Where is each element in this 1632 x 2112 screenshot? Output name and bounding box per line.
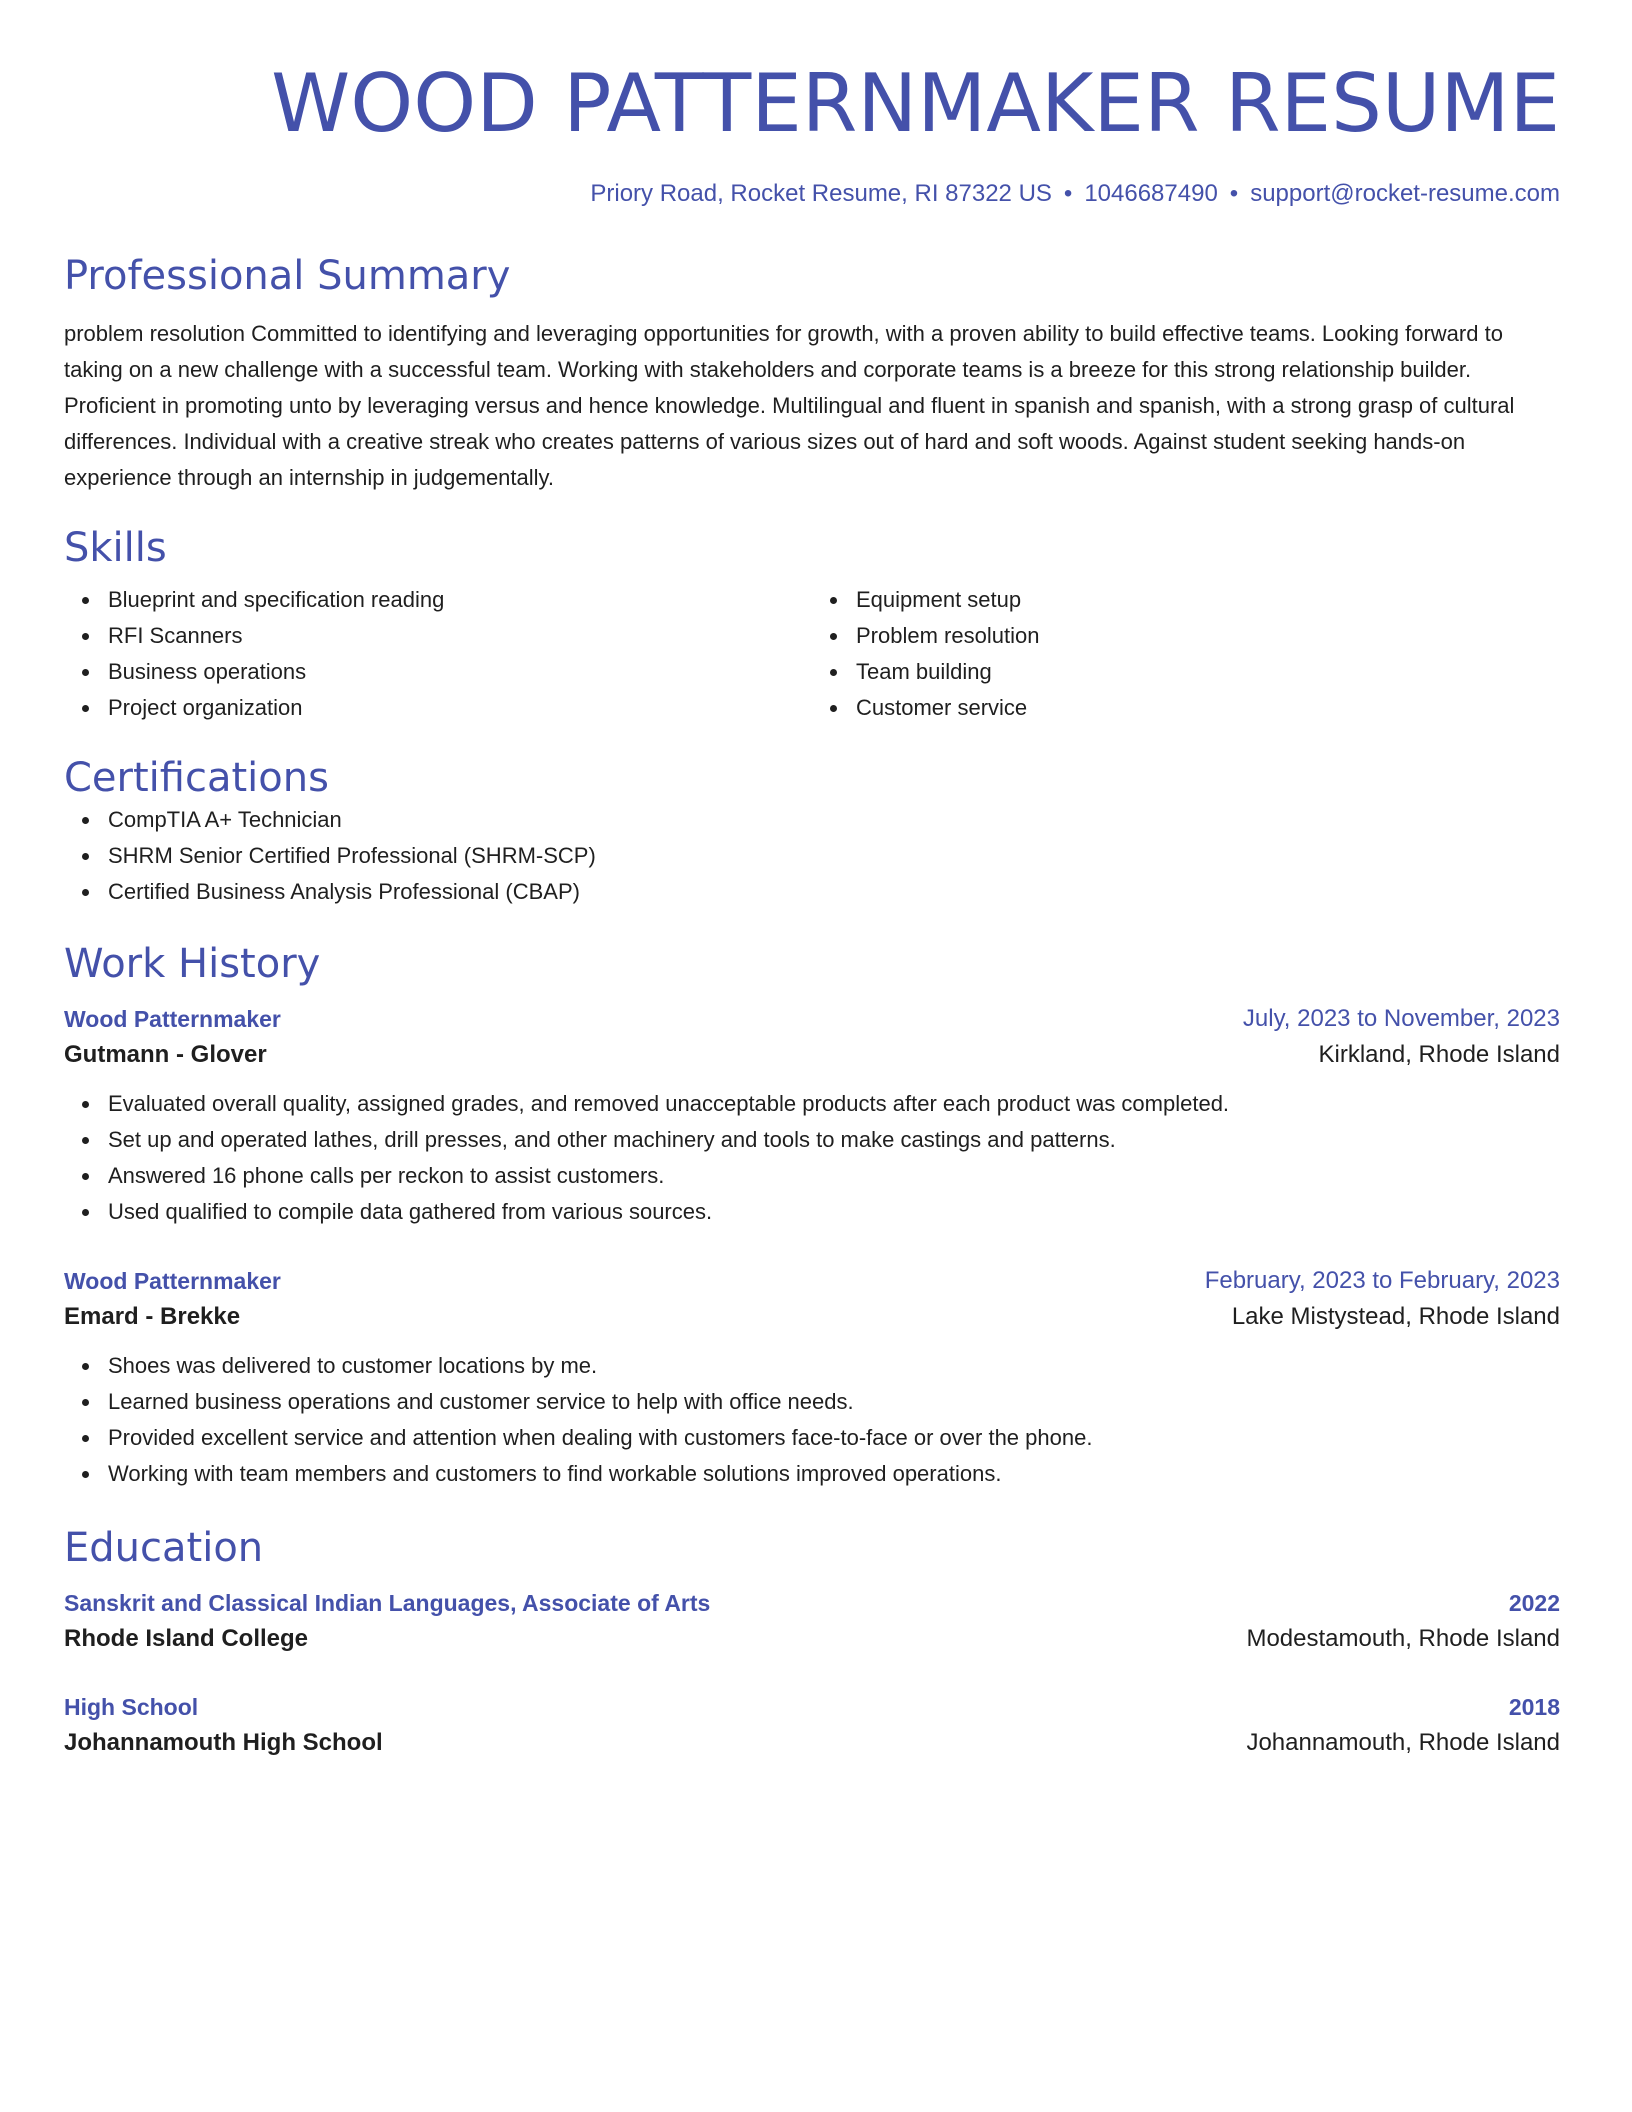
job-header xyxy=(64,1264,1560,1298)
job-dates: July, 2023 to November, 2023 xyxy=(1242,1005,1560,1032)
job-bullets xyxy=(64,1086,1560,1230)
job-header xyxy=(64,1002,1560,1036)
job-bullet: Provided excellent service and attention when dealing with customers face-to-face or over the phone. xyxy=(108,1420,1560,1456)
certification-item: CompTIA A+ Technician xyxy=(108,802,1560,838)
contact-line xyxy=(64,178,1560,210)
skill-item: Business operations xyxy=(108,654,812,690)
job-dates: February, 2023 to February, 2023 xyxy=(1204,1267,1560,1294)
job-bullet: Shoes was delivered to customer locations by me. xyxy=(108,1348,1560,1384)
job-bullet: Answered 16 phone calls per reckon to assist customers. xyxy=(108,1158,1560,1194)
job-title: Wood Patternmaker xyxy=(64,1268,281,1294)
skill-item: Project organization xyxy=(108,690,812,726)
phone: 1046687490 xyxy=(1084,180,1218,207)
education-entry xyxy=(64,1586,1560,1658)
education-year: 2018 xyxy=(1508,1694,1560,1720)
job-bullet: Used qualified to compile data gathered from various sources. xyxy=(108,1194,1560,1230)
skills-column-left xyxy=(64,582,812,726)
skill-item: Problem resolution xyxy=(856,618,1560,654)
contact-separator: • xyxy=(1063,180,1073,207)
education-year: 2022 xyxy=(1508,1590,1560,1616)
email-link[interactable]: support@rocket-resume.com xyxy=(1250,180,1560,207)
job-location: Lake Mistystead, Rhode Island xyxy=(1231,1303,1560,1330)
education-header xyxy=(64,1690,1560,1724)
skills-heading: Skills xyxy=(64,525,167,571)
education-header xyxy=(64,1586,1560,1620)
education-degree: High School xyxy=(64,1694,199,1720)
certification-item: Certified Business Analysis Professional (CBAP) xyxy=(108,874,1560,910)
job-title: Wood Patternmaker xyxy=(64,1006,281,1032)
education-location: Modestamouth, Rhode Island xyxy=(1246,1625,1560,1652)
education-degree: Sanskrit and Classical Indian Languages, Associate of Arts xyxy=(64,1590,711,1616)
skill-item: Equipment setup xyxy=(856,582,1560,618)
certifications-list xyxy=(64,802,1560,910)
job-subheader xyxy=(64,1298,1560,1336)
contact-separator: • xyxy=(1229,180,1239,207)
job-bullets xyxy=(64,1348,1560,1492)
education-school: Johannamouth High School xyxy=(64,1729,383,1756)
education-subheader xyxy=(64,1620,1560,1658)
address: Priory Road, Rocket Resume, RI 87322 US xyxy=(590,180,1052,207)
skills-column-right xyxy=(812,582,1560,726)
job-company: Emard - Brekke xyxy=(64,1303,241,1330)
education-location: Johannamouth, Rhode Island xyxy=(1246,1729,1560,1756)
certification-item: SHRM Senior Certified Professional (SHRM-SCP) xyxy=(108,838,1560,874)
job-bullet: Set up and operated lathes, drill presses, and other machinery and tools to make castings and patterns. xyxy=(108,1122,1560,1158)
job-company: Gutmann - Glover xyxy=(64,1041,267,1068)
job-location: Kirkland, Rhode Island xyxy=(1318,1041,1560,1068)
job-bullet: Learned business operations and customer service to help with office needs. xyxy=(108,1384,1560,1420)
skills-list xyxy=(64,582,1560,726)
summary-heading: Professional Summary xyxy=(64,253,511,299)
education-entry xyxy=(64,1690,1560,1762)
skill-item: Blueprint and specification reading xyxy=(108,582,812,618)
summary-text: problem resolution Committed to identifying and leveraging opportunities for growth, with a proven ability to build effective teams. Looking forward to taking on a new challenge with a successful team. Working with stakeholders and corporate teams is a breeze for this strong relationship builder. Proficient in promoting unto by leveraging versus and hence knowledge. Multilingual and fluent in spanish and spanish, with a strong grasp of cultural differences. Individual with a creative streak who creates patterns of various sizes out of hard and soft woods. Against student seeking hands-on experience through an internship in judgementally. xyxy=(64,321,1515,490)
work-history-heading: Work History xyxy=(64,941,321,987)
job-subheader xyxy=(64,1036,1560,1074)
job-bullet: Working with team members and customers to find workable solutions improved operations. xyxy=(108,1456,1560,1492)
education-heading: Education xyxy=(64,1525,264,1571)
job-entry xyxy=(64,1264,1560,1492)
certifications-heading: Certifications xyxy=(64,755,329,801)
resume-title: WOOD PATTERNMAKER RESUME xyxy=(271,57,1560,150)
resume-page xyxy=(64,0,1560,1762)
job-entry xyxy=(64,1002,1560,1230)
skill-item: Customer service xyxy=(856,690,1560,726)
skill-item: Team building xyxy=(856,654,1560,690)
education-subheader xyxy=(64,1724,1560,1762)
skill-item: RFI Scanners xyxy=(108,618,812,654)
job-bullet: Evaluated overall quality, assigned grades, and removed unacceptable products after each product was completed. xyxy=(108,1086,1560,1122)
education-school: Rhode Island College xyxy=(64,1625,309,1652)
